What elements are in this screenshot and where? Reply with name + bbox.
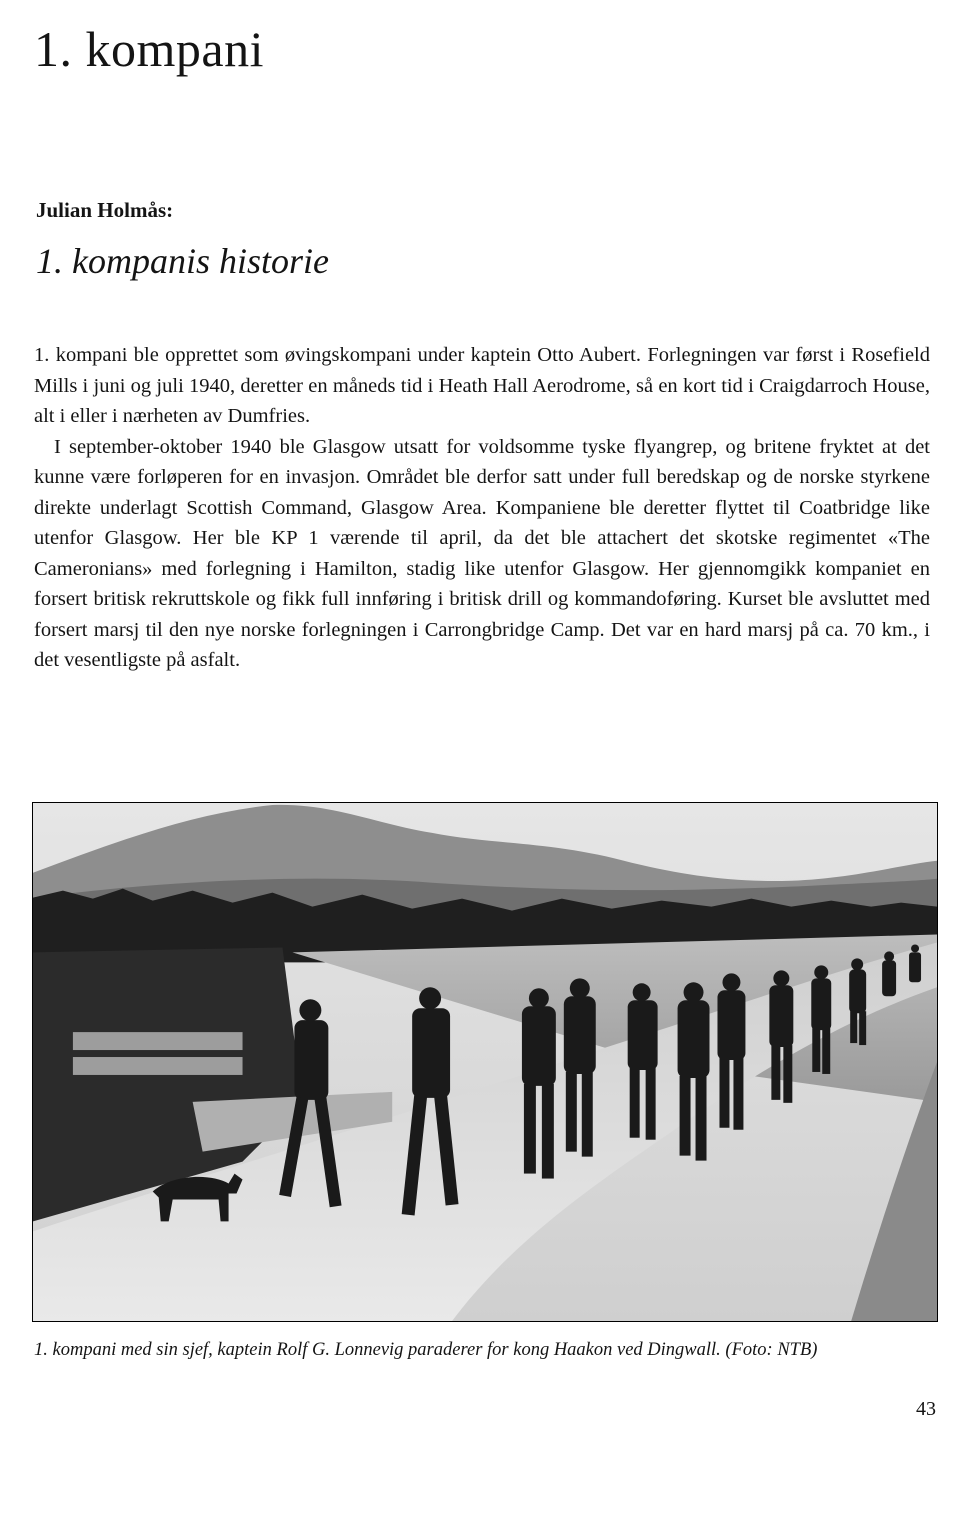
article-title: 1. kompanis historie xyxy=(36,241,329,281)
photo-caption: 1. kompani med sin sjef, kaptein Rolf G. Lonnevig paraderer for kong Haakon ved Dingwall. (Foto: NTB) xyxy=(34,1340,818,1360)
historical-photo xyxy=(32,802,938,1322)
article-author: Julian Holmås: xyxy=(36,198,174,222)
paragraph-1: 1. kompani ble opprettet som øvingskompani under kaptein Otto Aubert. Forlegningen var først i Rosefield Mills i juni og juli 1940, deretter en måneds tid i Heath Hall Aerodrome, så en kort tid i Craigdarroch House, alt i eller i nærheten av Dumfries. xyxy=(34,344,930,427)
page-number: 43 xyxy=(916,1398,936,1420)
paragraph-2: I september-oktober 1940 ble Glasgow utsatt for voldsomme tyske flyangrep, og britene fryktet at det kunne være forløperen for en invasjon. Området ble derfor satt under full beredskap og de norske styrkene direkte underlagt Scottish Command, Glasgow Area. Kompaniene ble deretter flyttet til Coatbridge like utenfor Glasgow. Her ble KP 1 værende til april, da det ble attachert det skotske regimentet «The Cameronians» med forlegning i Hamilton, stadig like utenfor Glasgow. Her gjennomgikk kompaniet en forsert britisk rekruttskole og fikk full innføring i britisk drill og kommandoføring. Kurset ble avsluttet med forsert marsj til den nye norske forlegningen i Carrongbridge Camp. Det var en hard marsj på ca. 70 km., i det vesentligste på asfalt. xyxy=(34,435,930,671)
chapter-title: 1. kompani xyxy=(34,21,264,77)
article-body xyxy=(34,340,930,676)
photo-illustration xyxy=(33,803,937,1321)
